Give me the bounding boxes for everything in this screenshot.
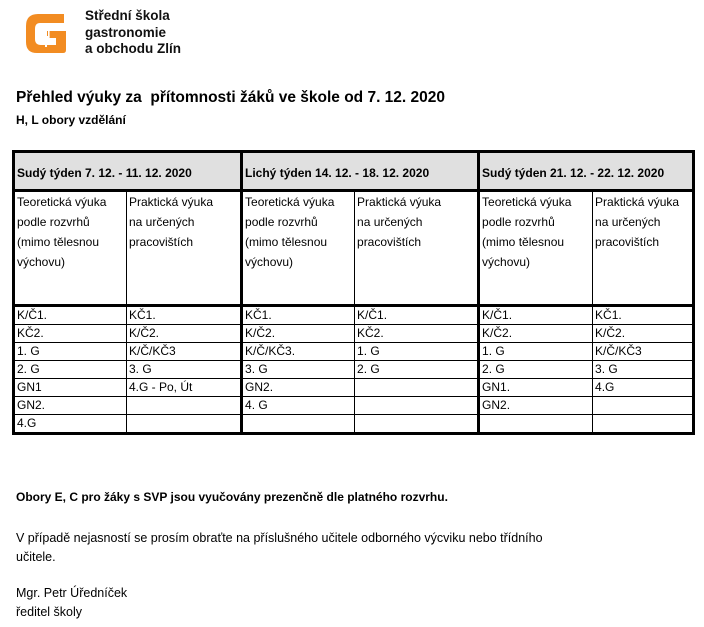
table-row [14,343,694,361]
table-cell: K/Č/KČ3 [127,343,242,361]
table-cell: 4. G [242,397,355,415]
header-line: na určených [129,215,195,229]
header-line: na určených [357,215,423,229]
table-cell: K/Č1. [355,306,479,325]
schedule-table [12,150,695,435]
table-cell [127,397,242,415]
svp-note: Obory E, C pro žáky s SVP jsou vyučovány prezenčně dle platného rozvrhu. [16,490,448,504]
theory-header [479,191,593,306]
school-name-line: Střední škola [85,8,170,23]
table-cell: GN2. [14,397,127,415]
table-cell: K/Č2. [242,325,355,343]
header-line: na určených [595,215,661,229]
table-cell: 2. G [14,361,127,379]
table-cell [242,415,355,434]
header-line: pracovištích [357,235,422,249]
table-cell: K/Č2. [479,325,593,343]
practice-header [355,191,479,306]
table-cell: 2. G [355,361,479,379]
table-cell: 1. G [14,343,127,361]
table-cell: KČ1. [593,306,694,325]
header-line: výchovu) [245,255,294,269]
table-cell [355,397,479,415]
table-cell [127,415,242,434]
header-line: podle rozvrhů [482,215,555,229]
signature-name: Mgr. Petr Úředníček [16,586,128,600]
table-cell: K/Č2. [593,325,694,343]
header-line: Praktická výuka [595,195,680,209]
header-line: (mimo tělesnou [482,235,565,249]
table-row [14,415,694,434]
table-cell: GN2. [242,379,355,397]
table-cell: K/Č/KČ3. [242,343,355,361]
header-line: pracovištích [129,235,194,249]
signature-role: ředitel školy [16,605,82,619]
school-logo [22,9,74,55]
practice-header [127,191,242,306]
table-row [14,379,694,397]
header-line: podle rozvrhů [245,215,318,229]
week-header: Sudý týden 7. 12. - 11. 12. 2020 [14,152,242,191]
table-cell: KČ1. [242,306,355,325]
table-cell [355,379,479,397]
table-row [14,397,694,415]
practice-header [593,191,694,306]
header-line: Teoretická výuka [482,195,572,209]
school-name-line: gastronomie [85,24,167,40]
contact-note-line: učitele. [16,550,56,564]
table-cell [593,397,694,415]
week-header-row [14,152,694,191]
table-cell: 1. G [479,343,593,361]
table-row [14,325,694,343]
table-cell: 1. G [355,343,479,361]
theory-header [242,191,355,306]
table-cell: KČ2. [355,325,479,343]
page-subtitle: H, L obory vzdělání [16,113,126,127]
table-row [14,361,694,379]
theory-header [14,191,127,306]
header-line: (mimo tělesnou [245,235,328,249]
header-line: Praktická výuka [129,195,214,209]
header-line: podle rozvrhů [17,215,90,229]
contact-note [16,529,616,567]
school-name [85,8,181,58]
table-cell: GN1. [479,379,593,397]
table-row [14,306,694,325]
table-cell: K/Č/KČ3 [593,343,694,361]
header-line: Teoretická výuka [17,195,107,209]
header-line: Teoretická výuka [245,195,335,209]
table-cell: 4.G [14,415,127,434]
header-line: (mimo tělesnou [17,235,100,249]
table-cell: 3. G [127,361,242,379]
table-cell: K/Č1. [14,306,127,325]
page-title: Přehled výuky za přítomnosti žáků ve škole od 7. 12. 2020 [16,89,446,106]
table-cell: K/Č2. [127,325,242,343]
column-description-row [14,191,694,306]
table-cell: 3. G [242,361,355,379]
header-line: pracovištích [595,235,660,249]
table-cell: KČ1. [127,306,242,325]
header-line: Praktická výuka [357,195,442,209]
table-cell: K/Č1. [479,306,593,325]
week-header: Lichý týden 14. 12. - 18. 12. 2020 [242,152,479,191]
header-line: výchovu) [17,255,66,269]
table-cell: GN1 [14,379,127,397]
table-cell: 4.G - Po, Út [127,379,242,397]
table-cell: 4.G [593,379,694,397]
table-cell: 3. G [593,361,694,379]
school-name-line: a obchodu Zlín [85,41,181,56]
table-cell: 2. G [479,361,593,379]
contact-note-line: V případě nejasností se prosím obraťte na příslušného učitele odborného výcviku nebo třídního [16,531,543,545]
table-cell [593,415,694,434]
header-line: výchovu) [482,255,531,269]
week-header: Sudý týden 21. 12. - 22. 12. 2020 [479,152,694,191]
table-cell: KČ2. [14,325,127,343]
table-cell [355,415,479,434]
table-cell [479,415,593,434]
table-cell: GN2. [479,397,593,415]
